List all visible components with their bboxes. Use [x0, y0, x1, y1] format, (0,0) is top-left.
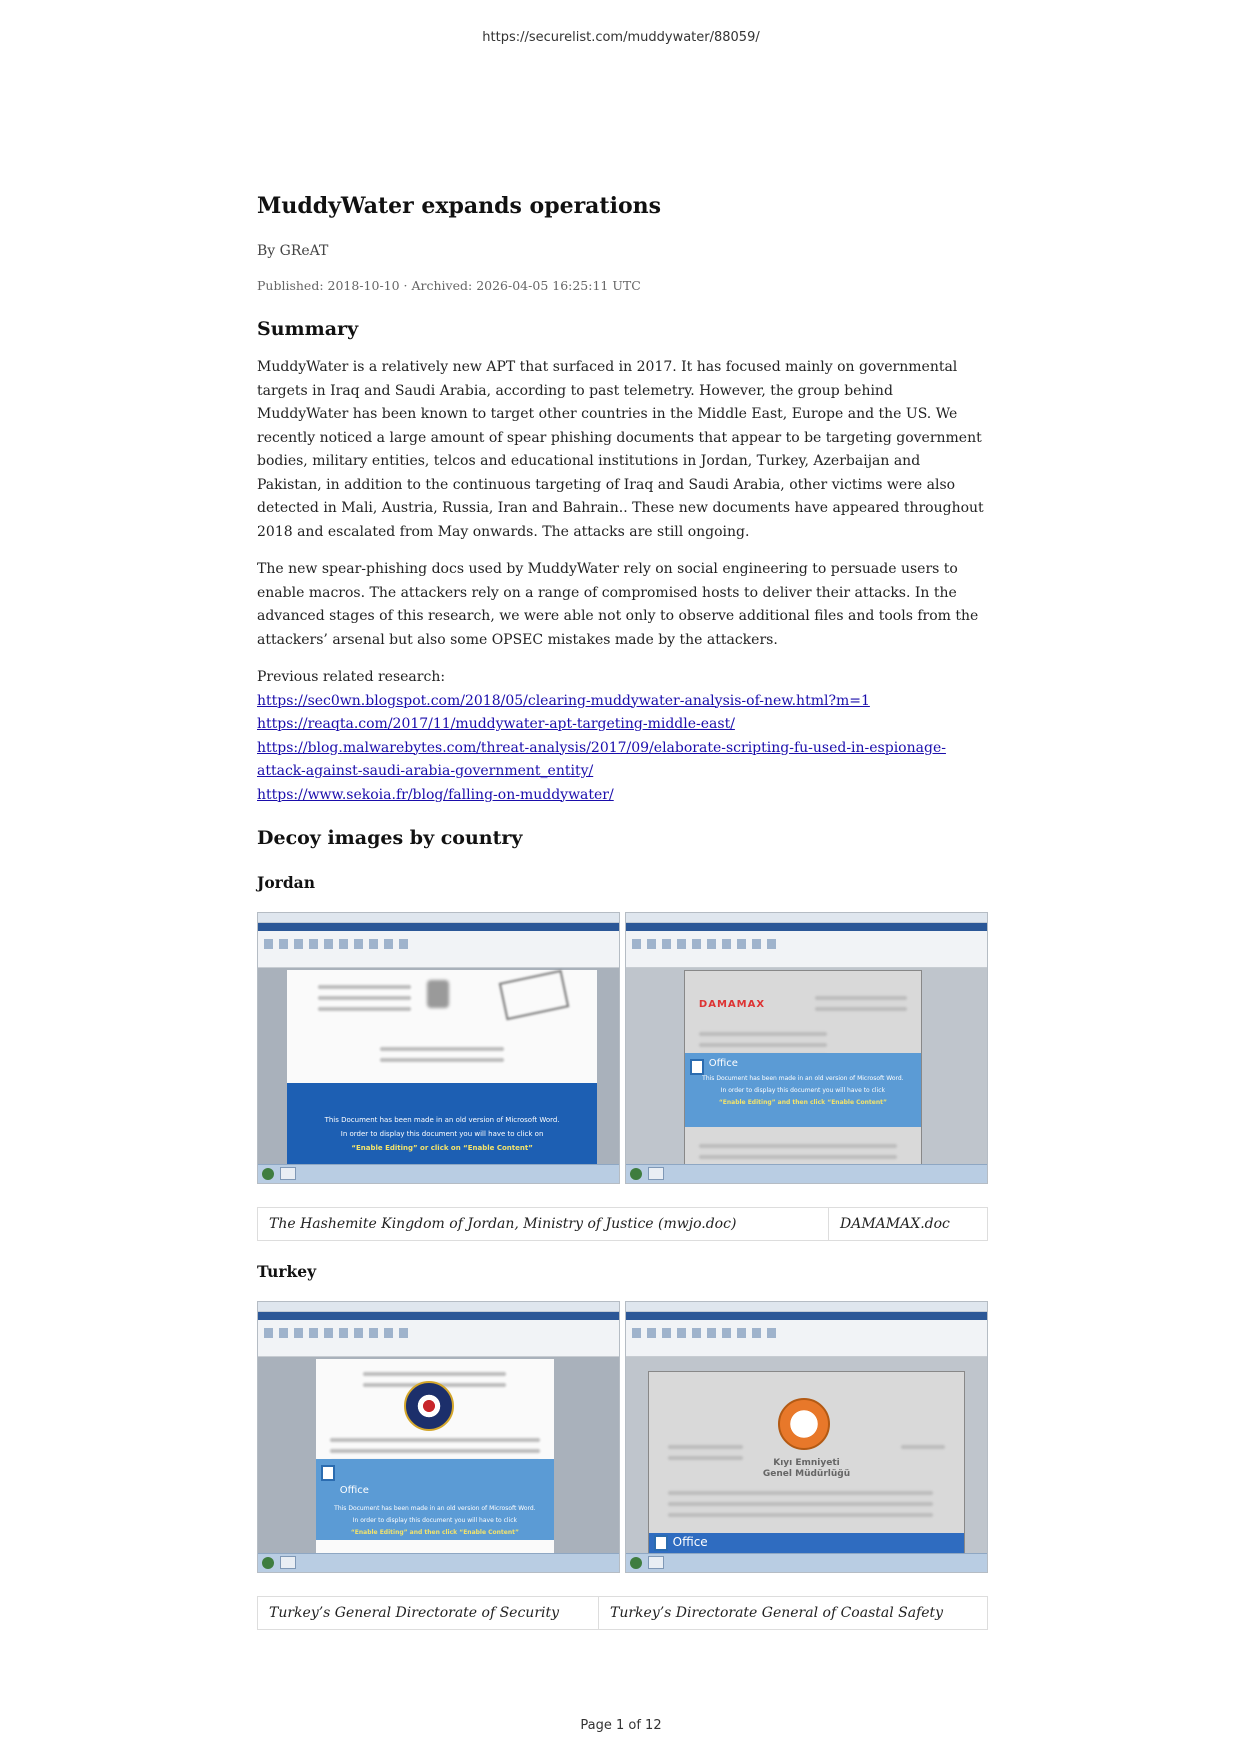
office-line-2: In order to display this document you will have to click [720, 1087, 886, 1094]
office-enable-content-box [649, 1533, 965, 1553]
related-link-sec0wn[interactable]: https://sec0wn.blogspot.com/2018/05/clearing-muddywater-analysis-of-new.html?m=1 [257, 692, 870, 709]
document-page [648, 1371, 966, 1554]
page-number: Page 1 of 12 [580, 1718, 662, 1733]
turkey-caption-right: Turkey’s Directorate General of Coastal Safety [599, 1597, 988, 1630]
start-icon [630, 1168, 642, 1180]
jordan-heading: Jordan [257, 873, 315, 892]
word-icon [280, 1167, 296, 1180]
office-enable-content-box [316, 1459, 554, 1540]
ribbon-tabs [258, 923, 619, 931]
decoys-heading: Decoy images by country [257, 827, 523, 849]
summary-paragraph-1: MuddyWater is a relatively new APT that surfaced in 2017. It has focused mainly on governmental targets in Iraq and Saudi Arabia, according to past telemetry. However, the group behind MuddyWater has been known to target other countries in the Middle East, Europe and the US. We recently noticed a large amount of spear phishing documents that appear to be targeting government bodies, military entities, telcos and educational institutions in Jordan, Turkey, Azerbaijan and Pakistan, in addition to the continuous targeting of Iraq and Saudi Arabia, other victims were also detected in Mali, Austria, Russia, Iran and Bahrain.. These new documents have appeared throughout 2018 and escalated from May onwards. The attacks are still ongoing. [257, 359, 984, 540]
taskbar [258, 1553, 619, 1572]
related-link-reaqta[interactable]: https://reaqta.com/2017/11/muddywater-apt-targeting-middle-east/ [257, 716, 735, 732]
office-line-2: In order to display this document you will have to click [352, 1517, 518, 1524]
office-line-1: This Document has been made in an old version of Microsoft Word. [702, 1075, 904, 1082]
office-label: Office [339, 1485, 369, 1496]
window-titlebar [258, 1302, 619, 1312]
jordan-emblem [427, 980, 449, 1008]
article-title: MuddyWater expands operations [257, 193, 662, 219]
window-titlebar [626, 913, 987, 923]
ribbon-toolbar [258, 931, 619, 968]
start-icon [262, 1168, 274, 1180]
ribbon-toolbar [258, 1320, 619, 1357]
office-label: Office [672, 1535, 708, 1549]
article-meta: Published: 2018-10-10 · Archived: 2026-04-05 16:25:11 UTC [257, 278, 641, 293]
turkey-caption-left: Turkey’s General Directorate of Security [258, 1597, 599, 1630]
word-icon [648, 1167, 664, 1180]
start-icon [262, 1557, 274, 1569]
office-line-3: “Enable Editing” and then click “Enable Content” [718, 1099, 887, 1106]
coastal-safety-seal [778, 1398, 830, 1450]
summary-paragraph-2: The new spear-phishing docs used by MuddyWater rely on social engineering to persuade users to enable macros. The attackers rely on a range of compromised hosts to deliver their attacks. In the advanced stages of this research, we were able not only to observe additional files and tools from the attackers’ arsenal but also some OPSEC mistakes made by the attackers. [257, 561, 979, 648]
word-icon [648, 1556, 664, 1569]
ribbon-tabs [626, 923, 987, 931]
ribbon-tabs [626, 1312, 987, 1320]
office-enable-content-box [685, 1053, 921, 1127]
jordan-caption-left: The Hashemite Kingdom of Jordan, Ministry of Justice (mwjo.doc) [258, 1208, 829, 1241]
related-research [257, 666, 988, 807]
document-area [258, 968, 619, 1165]
jordan-captions [257, 1207, 988, 1241]
taskbar [626, 1553, 987, 1572]
ribbon-toolbar [626, 1320, 987, 1357]
window-titlebar [626, 1302, 987, 1312]
summary-heading: Summary [257, 318, 359, 340]
page-url-header: https://securelist.com/muddywater/88059/ [482, 30, 760, 45]
ribbon-toolbar [626, 931, 987, 968]
jordan-damamax-screenshot [625, 912, 988, 1184]
related-link-sekoia[interactable]: https://www.sekoia.fr/blog/falling-on-muddywater/ [257, 786, 614, 803]
jordan-screenshots [257, 912, 988, 1184]
banner-line-2: In order to display this document you will have to click on [340, 1130, 544, 1139]
ribbon-tabs [258, 1312, 619, 1320]
banner-line-3: “Enable Editing” or click on “Enable Content” [351, 1144, 533, 1153]
coastal-safety-org-name [649, 1458, 965, 1480]
enable-content-banner [287, 1083, 597, 1165]
damamax-logo: DAMAMAX [698, 999, 766, 1010]
office-logo-icon [321, 1465, 335, 1481]
turkey-heading: Turkey [257, 1262, 317, 1281]
document-page [684, 970, 922, 1165]
security-directorate-seal [404, 1381, 454, 1431]
article-byline: By GReAT [257, 243, 329, 259]
turkey-screenshots [257, 1301, 988, 1573]
window-titlebar [258, 913, 619, 923]
jordan-mwjo-screenshot [257, 912, 620, 1184]
start-icon [630, 1557, 642, 1569]
related-research-label: Previous related research: [257, 669, 446, 685]
banner-line-1: This Document has been made in an old version of Microsoft Word. [324, 1116, 560, 1125]
document-area [258, 1357, 619, 1554]
document-area [626, 968, 987, 1165]
office-line-1: This Document has been made in an old version of Microsoft Word. [334, 1505, 536, 1512]
office-line-3: “Enable Editing” and then click “Enable Content” [350, 1529, 519, 1536]
taskbar [258, 1164, 619, 1183]
turkey-captions [257, 1596, 988, 1630]
article [257, 192, 988, 1630]
document-page [316, 1359, 554, 1554]
turkey-egm-screenshot [257, 1301, 620, 1573]
document-page [287, 970, 597, 1165]
office-label: Office [708, 1058, 738, 1069]
word-icon [280, 1556, 296, 1569]
document-area [626, 1357, 987, 1554]
office-logo-icon [654, 1535, 668, 1551]
jordan-caption-right: DAMAMAX.doc [829, 1208, 988, 1241]
org-name-line-2: Genel Müdürlüğü [762, 1469, 851, 1479]
org-name-line-1: Kıyı Emniyeti [773, 1458, 840, 1468]
blurred-stamp [499, 970, 570, 1020]
turkey-coastal-safety-screenshot [625, 1301, 988, 1573]
taskbar [626, 1164, 987, 1183]
related-link-malwarebytes[interactable]: https://blog.malwarebytes.com/threat-analysis/2017/09/elaborate-scripting-fu-used-in-espionage-attack-against-saudi-arabia-government_entity/ [257, 739, 946, 779]
